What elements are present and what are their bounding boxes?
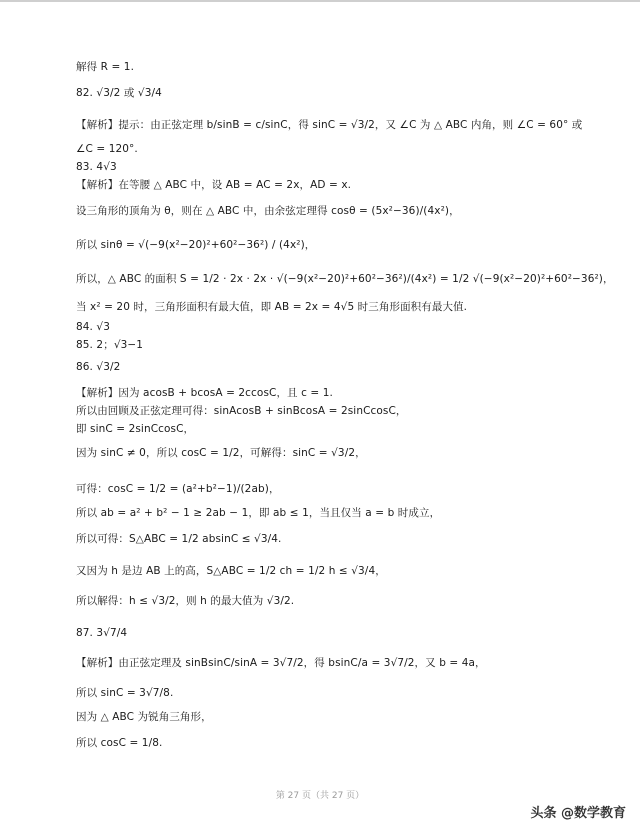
text-line: 【解析】提示：由正弦定理 b/sinB = c/sinC，得 sinC = √3/2，又 ∠C 为 △ ABC 内角，则 ∠C = 60° 或 — [76, 119, 583, 131]
page-footer: 第 27 页（共 27 页） — [275, 791, 365, 801]
text-line: 可得：cosC = 1/2 = (a²+b²−1)/(2ab)， — [76, 483, 280, 495]
text-line: 87. 3√7/4 — [76, 627, 128, 639]
text-line: 【解析】因为 acosB + bcosA = 2ccosC，且 c = 1. — [76, 387, 333, 399]
text-line: 当 x² = 20 时，三角形面积有最大值，即 AB = 2x = 4√5 时三角形面积有最大值. — [76, 301, 468, 313]
text-line: 86. √3/2 — [76, 361, 121, 373]
text-line: 【解析】由正弦定理及 sinBsinC/sinA = 3√7/2，得 bsinC/a = 3√7/2，又 b = 4a， — [76, 657, 486, 669]
text-line: 所以，△ ABC 的面积 S = 1/2 · 2x · 2x · √(−9(x²−20)²+60²−36²)/(4x²) = 1/2 √(−9(x²−20)²+60²−36²)， — [76, 273, 614, 285]
text-line: 【解析】在等腰 △ ABC 中，设 AB = AC = 2x，AD = x. — [76, 179, 352, 191]
text-line: 所以 cosC = 1/8. — [76, 737, 163, 749]
text-line: 所以由回顾及正弦定理可得：sinAcosB + sinBcosA = 2sinCcosC， — [76, 405, 407, 417]
text-line: 所以可得：S△ABC = 1/2 absinC ≤ √3/4. — [76, 533, 282, 545]
text-line: 因为 sinC ≠ 0，所以 cosC = 1/2，可解得：sinC = √3/2， — [76, 447, 366, 459]
text-line: 82. √3/2 或 √3/4 — [76, 87, 162, 99]
text-line: 所以 ab = a² + b² − 1 ≥ 2ab − 1，即 ab ≤ 1，当且仅当 a = b 时成立， — [76, 507, 441, 519]
text-line: 解得 R = 1. — [76, 61, 135, 73]
text-line: 即 sinC = 2sinCcosC， — [76, 423, 195, 435]
watermark: 头条 @数学教育 — [530, 806, 626, 821]
text-line: 又因为 h 是边 AB 上的高，S△ABC = 1/2 ch = 1/2 h ≤ √3/4， — [76, 565, 386, 577]
text-line: ∠C = 120°. — [76, 143, 138, 155]
text-line: 所以 sinC = 3√7/8. — [76, 687, 174, 699]
text-line: 设三角形的顶角为 θ，则在 △ ABC 中，由余弦定理得 cosθ = (5x²−36)/(4x²)， — [76, 205, 460, 217]
text-line: 因为 △ ABC 为锐角三角形， — [76, 711, 212, 723]
text-line: 83. 4√3 — [76, 161, 117, 173]
text-line: 85. 2；√3−1 — [76, 339, 144, 351]
text-line: 所以解得：h ≤ √3/2，则 h 的最大值为 √3/2. — [76, 595, 295, 607]
text-line: 84. √3 — [76, 321, 111, 333]
text-line: 所以 sinθ = √(−9(x²−20)²+60²−36²) / (4x²)， — [76, 239, 316, 251]
